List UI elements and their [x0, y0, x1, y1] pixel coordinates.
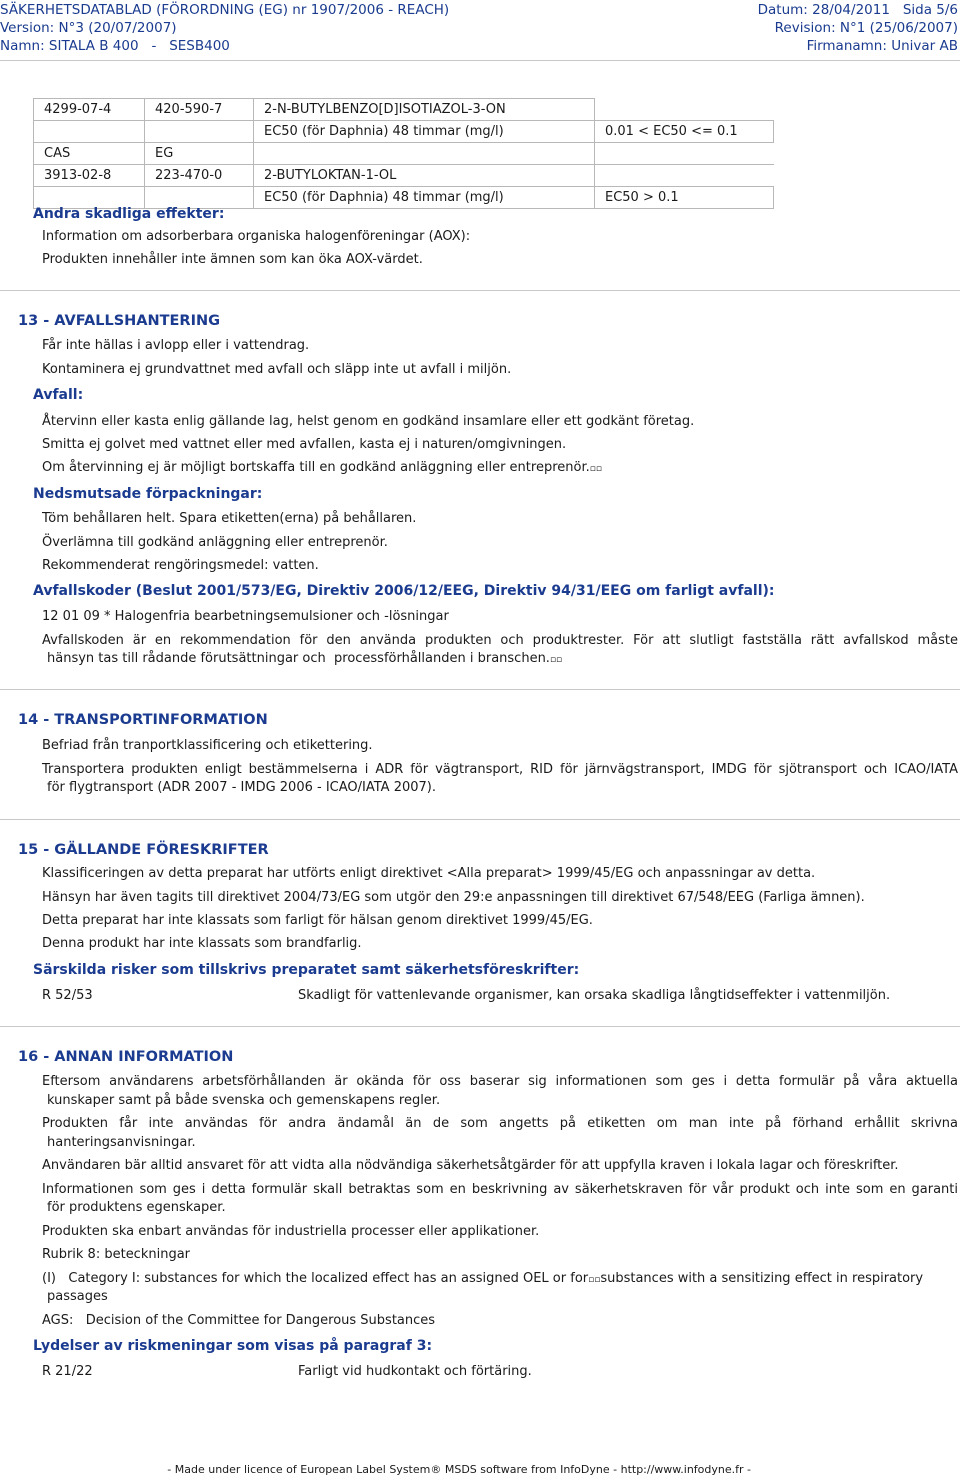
placeholder-glyph-icon: ▫▫ — [589, 464, 602, 474]
text-line: (I) Category I: substances for which the localized effect has an assigned OEL or for — [42, 1271, 589, 1286]
text-line: kunskaper samt på både svenska och gemenskapens regler. — [47, 1093, 441, 1108]
section-15-title: 15 - GÄLLANDE FÖRESKRIFTER — [18, 842, 269, 858]
text-line: Avfallskoden är en rekommendation för den använda produkten och produktrester. För att slutligt fastställa rätt avfallskod måste — [42, 633, 958, 648]
table-cell: EC50 (för Daphnia) 48 timmar (mg/l) — [254, 187, 595, 209]
aox-info: Information om adsorberbara organiska halogenföreningar (AOX): — [42, 229, 471, 244]
waste-heading: Avfall: — [33, 387, 84, 403]
table-cell: 4299-07-4 — [34, 99, 145, 121]
risk-phrases-heading: Lydelser av riskmeningar som visas på paragraf 3: — [33, 1338, 433, 1354]
text-line: substances with a sensitizing effect in respiratory — [600, 1271, 924, 1286]
text-line: Produkten ska enbart användas för industriella processer eller applikationer. — [42, 1224, 540, 1239]
product-name: Namn: SITALA B 400 - SESB400 — [0, 38, 230, 54]
text-line: Om återvinning ej är möjligt bortskaffa till en godkänd anläggning eller entreprenör. — [42, 460, 590, 475]
text-line: Överlämna till godkänd anläggning eller entreprenör. — [42, 535, 388, 550]
placeholder-glyph-icon: ▫▫ — [588, 1275, 601, 1285]
text-line: hanteringsanvisningar. — [47, 1135, 196, 1150]
toxicity-table — [33, 98, 774, 209]
table-row — [34, 143, 774, 165]
document-title: SÄKERHETSDATABLAD (FÖRORDNING (EG) nr 1907/2006 - REACH) — [0, 2, 450, 18]
text-line: Rekommenderat rengöringsmedel: vatten. — [42, 558, 319, 573]
text-line: Informationen som ges i detta formulär skall betraktas som en beskrivning av säkerhetskraven för vår produkt och inte som en garanti — [42, 1182, 958, 1197]
text-line: Får inte hällas i avlopp eller i vattendrag. — [42, 338, 310, 353]
table-row — [34, 121, 774, 143]
section-13-title: 13 - AVFALLSHANTERING — [18, 313, 221, 329]
text-line: Hänsyn har även tagits till direktivet 2004/73/EG som utgör den 29:e anpassningen till direktivet 67/548/EEG (Farliga ämnen). — [42, 890, 865, 905]
table-cell — [254, 143, 595, 165]
table-cell: 2-N-BUTYLBENZO[D]ISOTIAZOL-3-ON — [254, 99, 595, 121]
waste-codes-heading: Avfallskoder (Beslut 2001/573/EG, Direktiv 2006/12/EEG, Direktiv 94/31/EEG om farligt avfall): — [33, 583, 775, 599]
placeholder-glyph-icon: ▫▫ — [549, 655, 563, 665]
footer-text: - Made under licence of European Label System® MSDS software from InfoDyne - http://www.infodyne.fr - — [167, 1463, 751, 1476]
risk-code: R 21/22 — [42, 1364, 93, 1379]
table-cell: EC50 > 0.1 — [595, 187, 774, 209]
table-cell: 223-470-0 — [145, 165, 254, 187]
table-cell — [595, 99, 774, 121]
text-line: Befriad från tranportklassificering och etikettering. — [42, 738, 373, 753]
table-row — [34, 165, 774, 187]
text-line: AGS: Decision of the Committee for Dangerous Substances — [42, 1313, 436, 1328]
text-line: hänsyn tas till rådande förutsättningar och processförhållanden i branschen. — [47, 651, 550, 666]
text-line: Detta preparat har inte klassats som farligt för hälsan genom direktivet 1999/45/EG. — [42, 913, 593, 928]
aox-statement: Produkten innehåller inte ämnen som kan öka AOX-värdet. — [42, 252, 423, 267]
risk-code: R 52/53 — [42, 988, 93, 1003]
page-number: Sida 5/6 — [902, 2, 958, 18]
risk-text: Farligt vid hudkontakt och förtäring. — [298, 1364, 532, 1379]
table-cell — [595, 165, 774, 187]
section-divider — [0, 290, 960, 291]
table-cell — [34, 121, 145, 143]
text-line: Eftersom användarens arbetsförhållanden är okända för oss baserar sig informationen som ges i detta formulär på våra aktuella — [42, 1074, 958, 1089]
table-cell — [145, 121, 254, 143]
table-cell: EG — [145, 143, 254, 165]
section-16-title: 16 - ANNAN INFORMATION — [18, 1049, 234, 1065]
date: Datum: 28/04/2011 — [757, 2, 890, 18]
text-line: för flygtransport (ADR 2007 - IMDG 2006 - ICAO/IATA 2007). — [47, 780, 436, 795]
section-14-title: 14 - TRANSPORTINFORMATION — [18, 712, 268, 728]
text-line: Kontaminera ej grundvattnet med avfall och släpp inte ut avfall i miljön. — [42, 362, 512, 377]
table-row — [34, 99, 774, 121]
text-line: Transportera produkten enligt bestämmelserna i ADR för vägtransport, RID för järnvägstransport, IMDG för sjötransport och ICAO/IATA — [42, 762, 958, 777]
header-row-1 — [0, 2, 960, 21]
table-cell: 3913-02-8 — [34, 165, 145, 187]
revision: Revision: N°1 (25/06/2007) — [774, 20, 958, 36]
other-effects-heading: Andra skadliga effekter: — [33, 206, 225, 222]
packaging-heading: Nedsmutsade förpackningar: — [33, 486, 263, 502]
risk-text: Skadligt för vattenlevande organismer, kan orsaka skadliga långtidseffekter i vattenmiljön. — [298, 988, 891, 1003]
header-row-2 — [0, 20, 960, 39]
header-divider — [0, 60, 960, 61]
version: Version: N°3 (20/07/2007) — [0, 20, 177, 36]
table-cell: 0.01 < EC50 <= 0.1 — [595, 121, 774, 143]
table-cell: 420-590-7 — [145, 99, 254, 121]
special-risks-heading: Särskilda risker som tillskrivs preparatet samt säkerhetsföreskrifter: — [33, 962, 580, 978]
text-line: Produkten får inte användas för andra ändamål än de som angetts på etiketten om man inte på förhand erhållit skrivna — [42, 1116, 958, 1131]
text-line: passages — [47, 1289, 108, 1304]
table-cell: EC50 (för Daphnia) 48 timmar (mg/l) — [254, 121, 595, 143]
header-row-3 — [0, 38, 960, 57]
text-line: Rubrik 8: beteckningar — [42, 1247, 191, 1262]
waste-code: 12 01 09 * Halogenfria bearbetningsemulsioner och -lösningar — [42, 609, 449, 624]
table-cell: 2-BUTYLOKTAN-1-OL — [254, 165, 595, 187]
table-cell: CAS — [34, 143, 145, 165]
table-cell — [595, 143, 774, 165]
text-line: Smitta ej golvet med vattnet eller med avfallen, kasta ej i naturen/omgivningen. — [42, 437, 567, 452]
text-line: för produktens egenskaper. — [47, 1200, 226, 1215]
text-line: Klassificeringen av detta preparat har utförts enligt direktivet <Alla preparat> 1999/45/EG och anpassningar av detta. — [42, 866, 816, 881]
section-divider — [0, 1026, 960, 1027]
section-divider — [0, 689, 960, 690]
text-line: Denna produkt har inte klassats som brandfarlig. — [42, 936, 362, 951]
text-line: Töm behållaren helt. Spara etiketten(erna) på behållaren. — [42, 511, 417, 526]
section-divider — [0, 819, 960, 820]
company-name: Firmanamn: Univar AB — [806, 38, 958, 54]
text-line: Användaren bär alltid ansvaret för att vidta alla nödvändiga säkerhetsåtgärder för att uppfylla kraven i lokala lagar och föreskrifter. — [42, 1158, 899, 1173]
text-line: Återvinn eller kasta enlig gällande lag, helst genom en godkänd insamlare eller ett godkänt företag. — [42, 414, 695, 429]
